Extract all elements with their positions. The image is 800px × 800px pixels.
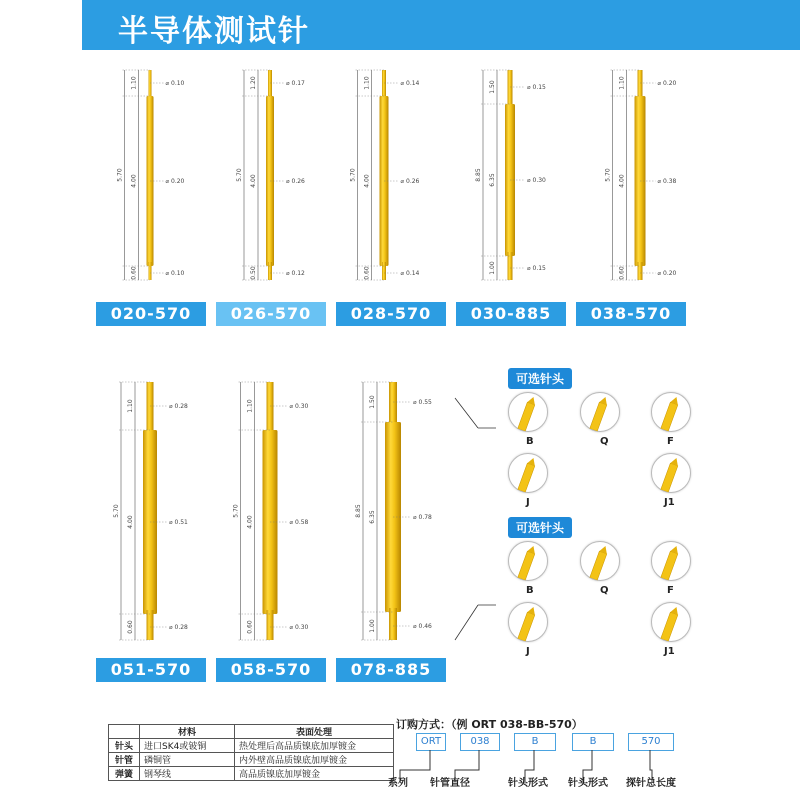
table-cell: 针管 <box>109 753 140 767</box>
code-label-series: 系列 <box>388 778 408 789</box>
diameter-label: ⌀ 0.30 <box>289 624 309 631</box>
total-length-label: 5.70 <box>349 168 357 182</box>
table-header-cell: 材料 <box>140 725 235 739</box>
segment-length-label: 1.20 <box>250 76 257 90</box>
model-label-026-570: 026-570 <box>216 302 326 326</box>
diameter-label: ⌀ 0.15 <box>527 84 546 91</box>
tip-label: J <box>526 497 530 508</box>
segment-length-label: 0.60 <box>363 266 371 280</box>
diameter-label: ⌀ 0.10 <box>165 270 185 277</box>
total-length-label: 8.85 <box>475 168 482 182</box>
segment-length-label: 1.10 <box>127 399 134 413</box>
segment-length-label: 4.00 <box>130 174 138 188</box>
segment-length-label: 1.00 <box>369 619 376 633</box>
tip-label: J1 <box>664 646 675 657</box>
diameter-label: ⌀ 0.30 <box>289 403 309 410</box>
segment-length-label: 4.00 <box>246 515 254 529</box>
tip-label: F <box>667 436 674 447</box>
model-label-030-885: 030-885 <box>456 302 566 326</box>
segment-length-label: 4.00 <box>127 515 134 529</box>
segment-length-label: 6.35 <box>369 510 376 524</box>
segment-length-label: 1.50 <box>369 395 376 409</box>
table-cell: 磷铜管 <box>140 753 235 767</box>
tips-title-2: 可选针头 <box>508 517 572 538</box>
total-length-label: 5.70 <box>232 504 240 518</box>
segment-length-label: 1.10 <box>130 76 138 90</box>
diameter-label: ⌀ 0.55 <box>413 399 432 406</box>
code-box-tip-1: B <box>514 733 556 751</box>
diameter-label: ⌀ 0.38 <box>657 178 677 185</box>
total-length-label: 8.85 <box>355 504 362 518</box>
tips-title-1: 可选针头 <box>508 368 572 389</box>
diameter-label: ⌀ 0.26 <box>400 178 420 185</box>
diameter-label: ⌀ 0.15 <box>527 265 546 272</box>
segment-length-label: 1.10 <box>618 76 626 90</box>
page-title: 半导体测试针 <box>118 14 310 49</box>
model-label-028-570: 028-570 <box>336 302 446 326</box>
segment-length-label: 0.60 <box>130 266 138 280</box>
diameter-label: ⌀ 0.12 <box>286 270 305 277</box>
code-box-series: ORT <box>416 733 446 751</box>
diameter-label: ⌀ 0.17 <box>286 80 305 87</box>
code-box-tip-2: B <box>572 733 614 751</box>
tip-label: Q <box>600 436 609 447</box>
model-label-020-570: 020-570 <box>96 302 206 326</box>
tip-label: J1 <box>664 497 675 508</box>
diameter-label: ⌀ 0.14 <box>400 270 420 277</box>
code-box-diameter: 038 <box>460 733 500 751</box>
segment-length-label: 1.00 <box>489 261 496 275</box>
model-label-038-570: 038-570 <box>576 302 686 326</box>
model-label-051-570: 051-570 <box>96 658 206 682</box>
tip-label: F <box>667 585 674 596</box>
model-label-078-885: 078-885 <box>336 658 446 682</box>
segment-length-label: 0.60 <box>618 266 626 280</box>
diameter-label: ⌀ 0.46 <box>413 623 432 630</box>
total-length-label: 5.70 <box>113 504 120 518</box>
table-cell: 针头 <box>109 739 140 753</box>
table-cell: 内外壁高品质镍底加厚镀金 <box>235 753 394 767</box>
code-label-diameter: 针管直径 <box>430 778 470 789</box>
code-label-length: 探针总长度 <box>626 778 676 789</box>
segment-length-label: 4.00 <box>250 174 257 188</box>
diameter-label: ⌀ 0.58 <box>289 519 309 526</box>
diameter-label: ⌀ 0.26 <box>286 178 305 185</box>
diameter-label: ⌀ 0.28 <box>169 624 188 631</box>
segment-length-label: 6.35 <box>489 173 496 187</box>
table-cell: 热处理后高品质镍底加厚镀金 <box>235 739 394 753</box>
diameter-label: ⌀ 0.14 <box>400 80 420 87</box>
order-title: 订购方式：（例 ORT 038-BB-570） <box>396 718 583 731</box>
segment-length-label: 4.00 <box>618 174 626 188</box>
diameter-label: ⌀ 0.28 <box>169 403 188 410</box>
segment-length-label: 1.50 <box>489 80 496 94</box>
tip-label: B <box>526 436 534 447</box>
tip-label: B <box>526 585 534 596</box>
table-cell: 进口SK4或铍铜 <box>140 739 235 753</box>
code-box-length: 570 <box>628 733 674 751</box>
segment-length-label: 0.60 <box>246 620 254 634</box>
total-length-label: 5.70 <box>604 168 612 182</box>
tip-label: J <box>526 646 530 657</box>
code-label-tip-2: 针头形式 <box>568 778 608 789</box>
total-length-label: 5.70 <box>116 168 124 182</box>
table-header-cell: 表面处理 <box>235 725 394 739</box>
segment-length-label: 1.10 <box>363 76 371 90</box>
diameter-label: ⌀ 0.20 <box>657 270 677 277</box>
segment-length-label: 0.50 <box>250 266 257 280</box>
diameter-label: ⌀ 0.10 <box>165 80 185 87</box>
table-cell: 钢琴线 <box>140 767 235 781</box>
tip-label: Q <box>600 585 609 596</box>
diameter-label: ⌀ 0.30 <box>527 177 546 184</box>
diameter-label: ⌀ 0.20 <box>165 178 185 185</box>
model-label-058-570: 058-570 <box>216 658 326 682</box>
table-cell: 弹簧 <box>109 767 140 781</box>
diameter-label: ⌀ 0.20 <box>657 80 677 87</box>
total-length-label: 5.70 <box>236 168 243 182</box>
segment-length-label: 4.00 <box>363 174 371 188</box>
segment-length-label: 1.10 <box>246 399 254 413</box>
diameter-label: ⌀ 0.51 <box>169 519 188 526</box>
segment-length-label: 0.60 <box>127 620 134 634</box>
code-label-tip-1: 针头形式 <box>508 778 548 789</box>
diameter-label: ⌀ 0.78 <box>413 514 432 521</box>
table-cell: 高品质镍底加厚镀金 <box>235 767 394 781</box>
